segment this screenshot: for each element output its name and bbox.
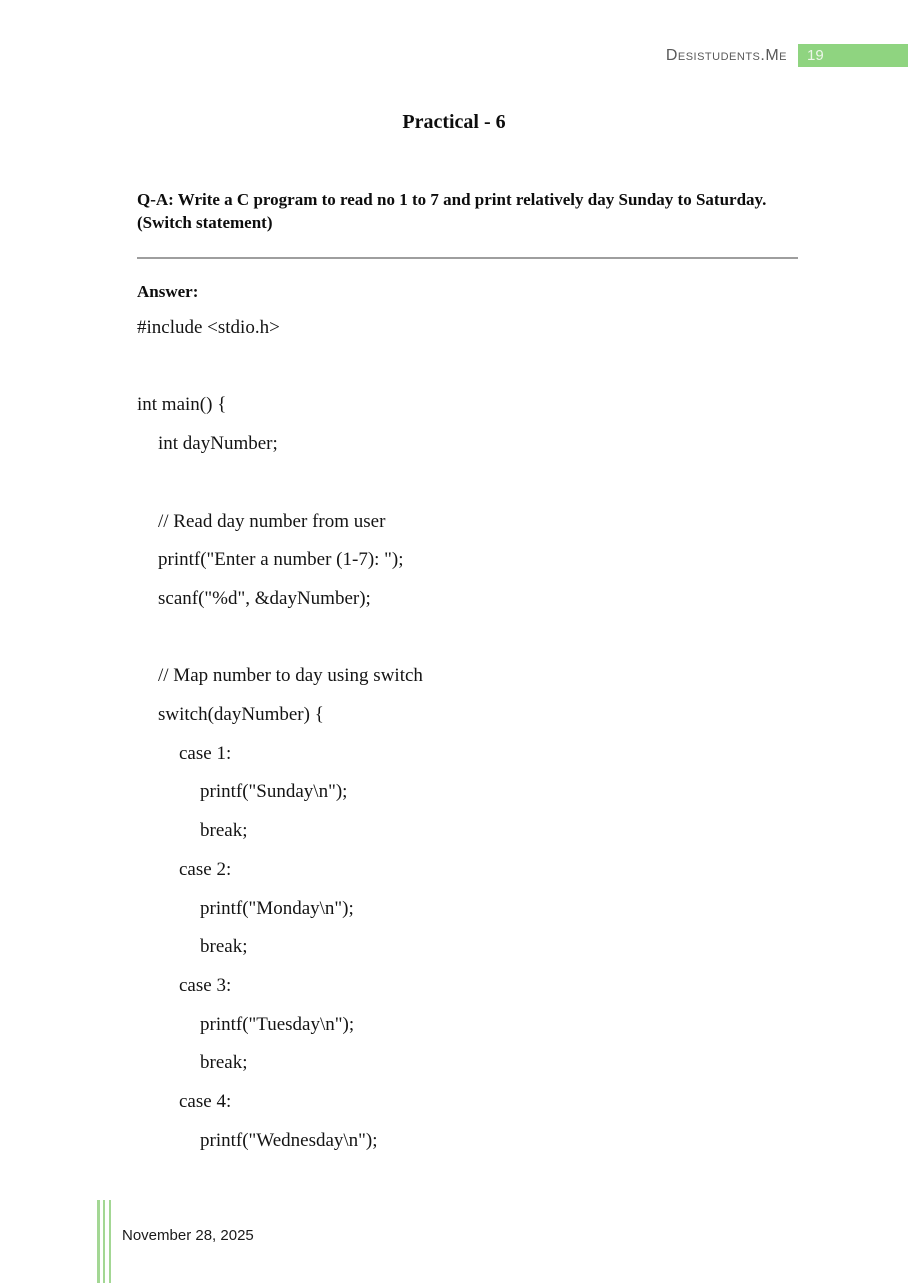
code-line: switch(dayNumber) { [158,704,324,726]
code-line: printf("Wednesday\n"); [200,1129,378,1151]
accent-line [97,1200,100,1283]
code-block [137,309,817,1160]
code-line: int main() { [137,394,227,416]
code-line: printf("Enter a number (1-7): "); [158,549,404,571]
page-title: Practical - 6 [402,111,506,133]
code-line: // Map number to day using switch [158,665,423,687]
footer-accent-lines [97,1200,111,1283]
accent-line [109,1200,112,1283]
footer-date: November 28, 2025 [122,1227,254,1244]
code-line: case 4: [179,1091,232,1113]
code-line: // Read day number from user [158,510,386,532]
answer-label: Answer: [137,282,199,301]
site-label: Desistudents.Me [665,47,787,64]
page-number-badge [798,44,908,67]
code-line: case 2: [179,858,232,880]
code-line: break; [200,820,248,842]
code-line: #include <stdio.h> [137,317,280,338]
code-line [137,619,817,658]
code-line: printf("Sunday\n"); [200,781,348,803]
accent-line [103,1200,106,1283]
page-number: 19 [807,47,824,64]
code-line: scanf("%d", &dayNumber); [158,587,371,609]
code-line [137,348,817,387]
code-line: case 1: [179,742,232,764]
code-line: int dayNumber; [158,433,278,455]
code-line: printf("Monday\n"); [200,897,354,919]
code-line [137,464,817,503]
question-text: Q-A: Write a C program to read no 1 to 7 and print relatively day Sunday to Saturday. (Switch statement) [137,190,767,232]
code-line: break; [200,936,248,958]
section-divider [137,257,798,259]
code-line: break; [200,1052,248,1074]
code-line: case 3: [179,974,232,996]
code-line: printf("Tuesday\n"); [200,1013,355,1035]
